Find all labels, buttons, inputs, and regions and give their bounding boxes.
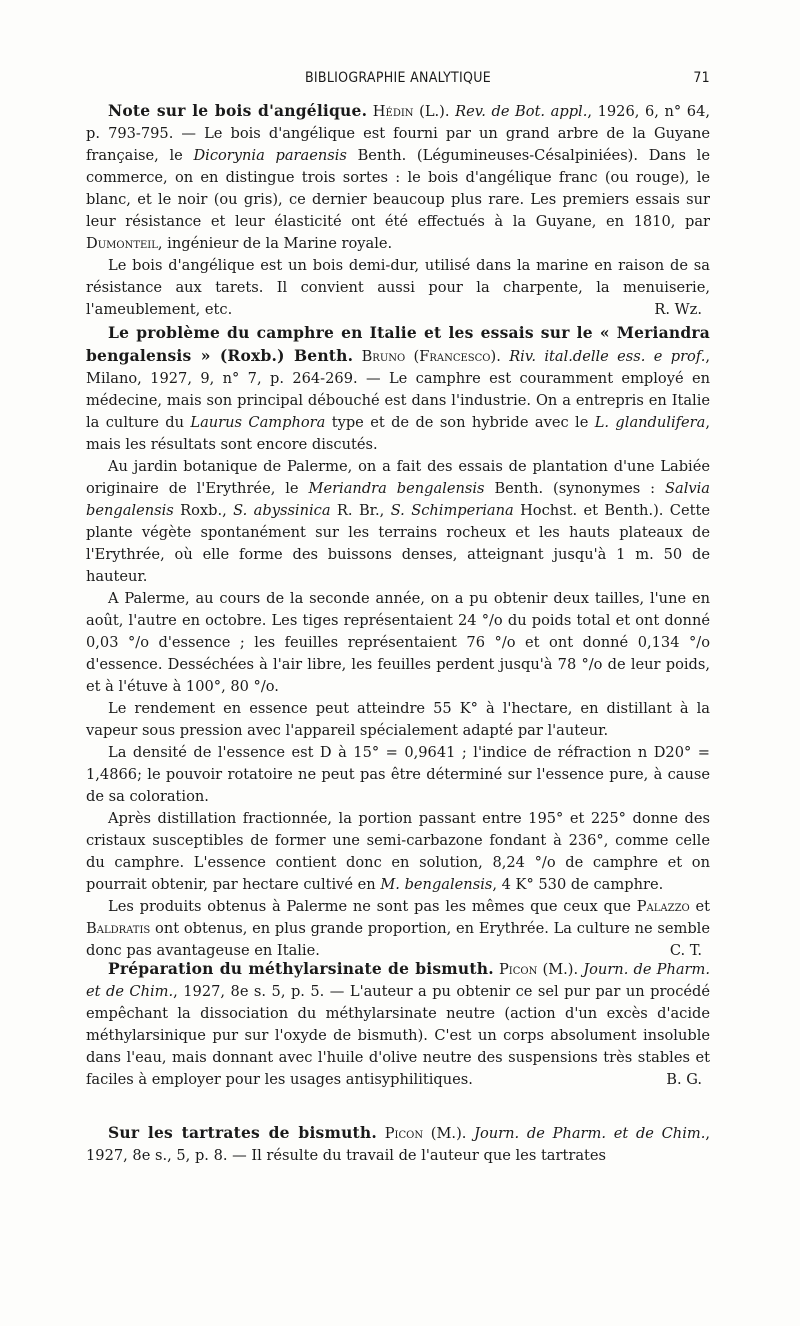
notice-author: Picon (M.). <box>498 961 579 978</box>
notice-paragraph <box>86 808 710 896</box>
species-name: Dicorynia paraensis <box>193 147 347 164</box>
notice-author: Picon (M.). <box>384 1125 467 1142</box>
notice-paragraph <box>86 958 710 1091</box>
species-name: M. bengalensis <box>380 876 493 893</box>
notice-title: Préparation du méthylarsinate de bismuth. <box>108 959 494 978</box>
notice-text: La densité de l'essence est D à 15° = 0,9641 ; l'indice de réfraction n D20° = 1,4866; le pouvoir rotatoire ne peut pas être déterminé sur l'essence pure, à cause de sa coloration. <box>86 744 710 805</box>
notice-paragraph <box>86 100 710 255</box>
notice-author: Hédin (L.). <box>372 103 450 120</box>
species-name: S. abyssinica <box>233 502 331 519</box>
species-name: Laurus Camphora <box>190 414 326 431</box>
signature: C. T. <box>669 942 702 959</box>
notice-tartrates <box>86 1122 710 1167</box>
notice-title: Le problème du camphre en Italie et les essais sur le « Meriandra bengalensis » (Roxb.) Benth. <box>86 323 710 365</box>
notice-text: , 1927, 8e s., 5, p. 8. — Il résulte du travail de l'auteur que les tartrates <box>86 1125 710 1164</box>
journal-name: Journ. de Pharm. et de Chim. <box>474 1125 706 1142</box>
notice-text: R. Br., <box>330 502 391 519</box>
notice-text: , Milano, 1927, 9, n° 7, p. 264-269. — Le camphre est couramment employé en médecine, mais son principal débouché est dans l'industrie. On a entrepris en Italie la culture du <box>86 348 711 431</box>
notice-text: , 1927, 8e s. 5, p. 5. — L'auteur a pu obtenir ce sel pur par un procédé empêchant la dissociation du méthylarsinate neutre (action d'un excès d'acide méthylarsinique pur sur l'oxyde de bismuth). C'est un corps absolument insoluble dans l'eau, mais donnant avec l'huile d'olive neutre des suspensions très stables et faciles à employer pour les usages antisyphilitiques. <box>86 983 711 1088</box>
species-name: L. glandulifera <box>594 414 706 431</box>
person-name: Baldratis <box>86 920 151 937</box>
notice-text: Le bois d'angélique est un bois demi-dur, utilisé dans la marine en raison de sa résistance aux tarets. Il convient aussi pour la charpente, la menuiserie, l'ameublement, etc. <box>86 257 710 318</box>
notice-text: Après distillation fractionnée, la portion passant entre 195° et 225° donne des cristaux susceptibles de former une semi-carbazone fondant à 236°, comme celle du camphre. L'essence contient donc en solution, 8,24 °/o de camphre et on pourrait obtenir, par hectare cultivé en <box>86 810 710 893</box>
notice-text: Le rendement en essence peut atteindre 55 K° à l'hectare, en distillant à la vapeur sous pression avec l'appareil spécialement adapté par l'auteur. <box>86 700 710 739</box>
notice-text: , 1926, 6, n° 64, p. 793-795. — Le bois d'angélique est fourni par un grand arbre de la Guyane française, le <box>86 103 710 164</box>
journal-name: Journ. de Pharm. et de Chim. <box>86 961 711 1000</box>
notice-methylarsinate <box>86 958 710 1091</box>
notice-text: type et de de son hybride avec le <box>325 414 595 431</box>
species-name: Meriandra bengalensis <box>308 480 485 497</box>
signature: B. G. <box>666 1071 702 1088</box>
notice-bois-angelique <box>86 100 710 321</box>
running-title: BIBLIOGRAPHIE ANALYTIQUE <box>304 70 492 86</box>
notice-camphre-italie <box>86 322 710 962</box>
notice-text: ont obtenus, en plus grande proportion, en Erythrée. La culture ne semble donc pas avantageuse en Italie. <box>86 920 710 959</box>
notice-text: Au jardin botanique de Palerme, on a fait des essais de plantation d'une Labiée originaire de l'Erythrée, le <box>86 458 710 497</box>
running-header <box>86 70 710 90</box>
notice-paragraph <box>86 698 710 742</box>
notice-paragraph <box>86 896 710 962</box>
notice-text: , mais les résultats sont encore discutés. <box>86 414 710 453</box>
notice-paragraph <box>86 255 710 321</box>
notice-text: Roxb., <box>173 502 234 519</box>
notice-paragraph <box>86 1122 710 1167</box>
species-name: Salvia bengalensis <box>86 480 710 519</box>
notice-author: Bruno (Francesco). <box>361 348 501 365</box>
notice-paragraph <box>86 456 710 588</box>
notice-text: A Palerme, au cours de la seconde année, on a pu obtenir deux tailles, l'une en août, l'autre en octobre. Les tiges représentaient 24 °/o du poids total et ont donné 0,03 °/o d'essence ; les feuilles représentaient 76 °/o et ont donné 0,134 °/o d'essence. Desséchées à l'air libre, les feuilles perdent jusqu'à 78 °/o de leur poids, et à l'étuve à 100°, 80 °/o. <box>86 590 710 695</box>
notice-title: Note sur le bois d'angélique. <box>108 101 368 120</box>
species-name: S. Schimperiana <box>390 502 514 519</box>
signature: R. Wz. <box>654 301 702 318</box>
notice-paragraph <box>86 322 710 456</box>
notice-paragraph <box>86 588 710 698</box>
notice-text: Benth. (synonymes : <box>484 480 666 497</box>
person-name: Palazzo <box>636 898 690 915</box>
person-name: Dumonteil <box>86 235 158 252</box>
notice-text: Benth. (Légumineuses-Césalpiniées). Dans le commerce, on en distingue trois sortes : le bois d'angélique franc (ou rouge), le blanc, et le noir (ou gris), ce dernier beaucoup plus rare. Les premiers essais sur leur résistance et leur élasticité ont été effectués à la Guyane, en 1810, par <box>86 147 710 230</box>
journal-name: Rev. de Bot. appl. <box>455 103 588 120</box>
notice-text: Les produits obtenus à Palerme ne sont pas les mêmes que ceux que <box>108 898 637 915</box>
notice-paragraph <box>86 742 710 808</box>
notice-text: , ingénieur de la Marine royale. <box>157 235 393 252</box>
journal-name: Riv. ital.delle ess. e prof. <box>509 348 706 365</box>
notice-text: , 4 K° 530 de camphre. <box>492 876 664 893</box>
page-number: 71 <box>693 70 710 86</box>
notice-title: Sur les tartrates de bismuth. <box>108 1123 377 1142</box>
notice-text: et <box>689 898 711 915</box>
notice-text: Hochst. et Benth.). Cette plante végète spontanément sur les terrains rocheux et les hauts plateaux de l'Erythrée, où elle forme des buissons denses, atteignant jusqu'à 1 m. 50 de hauteur. <box>86 502 710 585</box>
